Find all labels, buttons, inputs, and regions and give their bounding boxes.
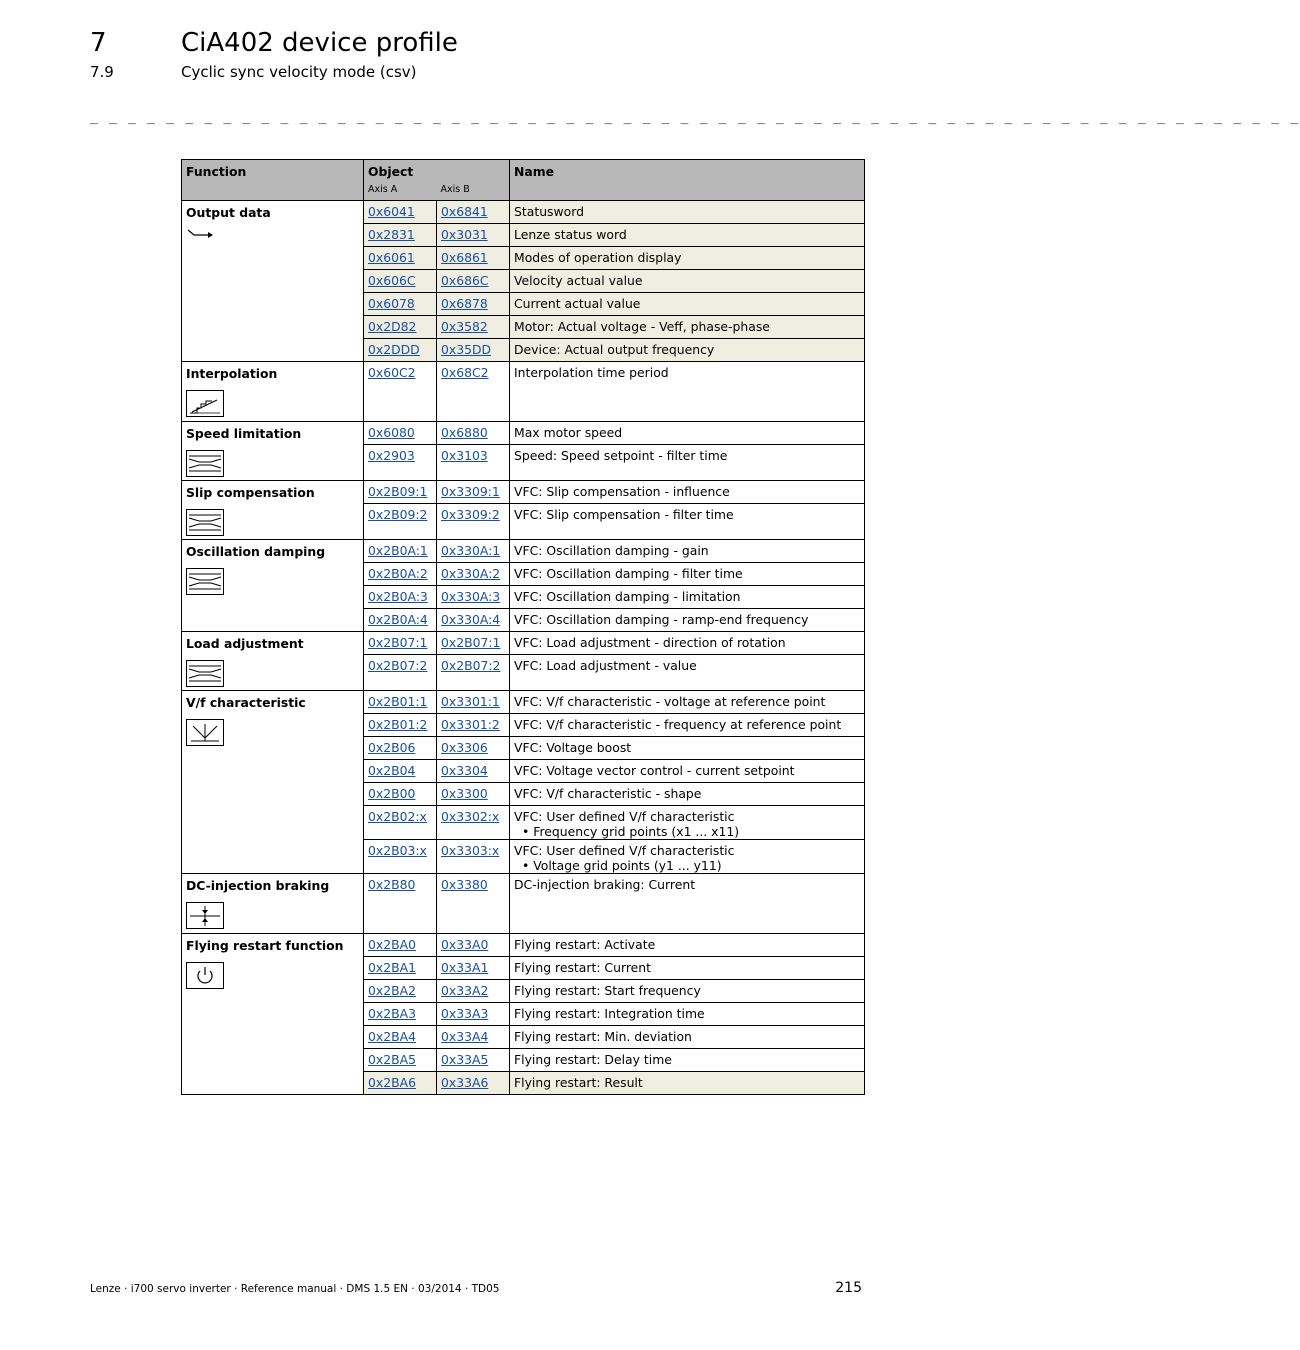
footer-text: Lenze · i700 servo inverter · Reference manual · DMS 1.5 EN · 03/2014 · TD05 [90, 1283, 500, 1295]
object-link[interactable]: 0x2BA5 [368, 1052, 416, 1067]
object-cell-axis-a [364, 540, 437, 563]
parameter-name: Speed: Speed setpoint - filter time [514, 448, 728, 463]
object-link[interactable]: 0x2B07:1 [441, 635, 501, 650]
limiter-icon [186, 660, 224, 687]
object-link[interactable]: 0x6880 [441, 425, 488, 440]
column-header-name: Name [510, 160, 865, 201]
object-link[interactable]: 0x2B01:1 [368, 694, 428, 709]
object-cell-axis-a [364, 316, 437, 339]
parameter-name: VFC: Voltage vector control - current setpoint [514, 763, 795, 778]
parameter-name: Statusword [514, 204, 584, 219]
object-cell-axis-b [437, 783, 510, 806]
object-cell-axis-a [364, 874, 437, 934]
object-cell-axis-b [437, 655, 510, 691]
column-header-axis-a: Axis A [364, 182, 437, 201]
object-link[interactable]: 0x2D82 [368, 319, 417, 334]
object-link[interactable]: 0x33A1 [441, 960, 489, 975]
object-link[interactable]: 0x33A2 [441, 983, 489, 998]
object-link[interactable]: 0x2B0A:3 [368, 589, 428, 604]
object-cell-axis-b [437, 201, 510, 224]
object-link[interactable]: 0x330A:1 [441, 543, 501, 558]
object-cell-axis-a [364, 691, 437, 714]
object-link[interactable]: 0x330A:2 [441, 566, 501, 581]
object-cell-axis-a [364, 783, 437, 806]
object-cell-axis-a [364, 270, 437, 293]
object-cell-axis-b [437, 362, 510, 422]
object-link[interactable]: 0x2B01:2 [368, 717, 428, 732]
object-link[interactable]: 0x2B00 [368, 786, 416, 801]
object-cell-axis-b [437, 481, 510, 504]
object-cell-axis-b [437, 714, 510, 737]
object-cell-axis-a [364, 293, 437, 316]
object-link[interactable]: 0x3582 [441, 319, 488, 334]
function-cell [182, 934, 364, 1095]
object-cell-axis-a [364, 760, 437, 783]
parameter-name: Modes of operation display [514, 250, 682, 265]
parameter-name: Flying restart: Delay time [514, 1052, 672, 1067]
parameter-subitem: • Voltage grid points (y1 ... y11) [522, 858, 722, 873]
name-cell [510, 760, 865, 783]
object-cell-axis-a [364, 609, 437, 632]
page-number: 215 [835, 1280, 862, 1296]
object-link[interactable]: 0x6080 [368, 425, 415, 440]
object-link[interactable]: 0x606C [368, 273, 416, 288]
object-link[interactable]: 0x2B07:2 [368, 658, 428, 673]
function-cell [182, 632, 364, 691]
object-cell-axis-a [364, 481, 437, 504]
object-link[interactable]: 0x2831 [368, 227, 415, 242]
name-cell [510, 1003, 865, 1026]
function-cell [182, 422, 364, 481]
object-link[interactable]: 0x60C2 [368, 365, 416, 380]
object-cell-axis-b [437, 563, 510, 586]
name-cell [510, 445, 865, 481]
parameter-name: VFC: Oscillation damping - gain [514, 543, 709, 558]
parameter-name: VFC: Slip compensation - filter time [514, 507, 734, 522]
object-cell-axis-a [364, 655, 437, 691]
dc-brake-icon [186, 902, 224, 929]
parameter-name: Current actual value [514, 296, 641, 311]
object-cell-axis-a [364, 632, 437, 655]
name-cell [510, 563, 865, 586]
object-cell-axis-b [437, 980, 510, 1003]
function-cell [182, 201, 364, 362]
name-cell [510, 783, 865, 806]
object-link[interactable]: 0x2BA2 [368, 983, 416, 998]
object-cell-axis-a [364, 422, 437, 445]
object-link[interactable]: 0x33A5 [441, 1052, 489, 1067]
parameter-name: VFC: Load adjustment - value [514, 658, 697, 673]
object-cell-axis-a [364, 840, 437, 874]
function-label: Interpolation [186, 366, 278, 381]
object-cell-axis-b [437, 224, 510, 247]
function-cell [182, 691, 364, 874]
object-link[interactable]: 0x686C [441, 273, 489, 288]
object-cell-axis-a [364, 737, 437, 760]
function-label: Load adjustment [186, 636, 304, 651]
object-cell-axis-a [364, 957, 437, 980]
object-link[interactable]: 0x6841 [441, 204, 488, 219]
object-cell-axis-b [437, 609, 510, 632]
parameter-name: Flying restart: Result [514, 1075, 643, 1090]
object-link[interactable]: 0x3309:1 [441, 484, 500, 499]
parameter-name: Max motor speed [514, 425, 623, 440]
table-row [182, 362, 865, 422]
object-link[interactable]: 0x2BA0 [368, 937, 416, 952]
object-link[interactable]: 0x2B06 [368, 740, 416, 755]
chapter-number: 7 [90, 28, 107, 58]
object-cell-axis-a [364, 1003, 437, 1026]
limiter-icon [186, 450, 224, 477]
object-cell-axis-b [437, 293, 510, 316]
name-cell [510, 632, 865, 655]
parameter-name: VFC: Oscillation damping - limitation [514, 589, 741, 604]
name-cell [510, 247, 865, 270]
restart-icon [186, 962, 224, 989]
object-cell-axis-b [437, 339, 510, 362]
name-cell [510, 934, 865, 957]
object-cell-axis-b [437, 1072, 510, 1095]
object-link[interactable]: 0x2BA1 [368, 960, 416, 975]
function-label: Slip compensation [186, 485, 315, 500]
object-link[interactable]: 0x3302:x [441, 809, 500, 824]
object-link[interactable]: 0x2B80 [368, 877, 416, 892]
name-cell [510, 201, 865, 224]
object-link[interactable]: 0x3304 [441, 763, 488, 778]
parameter-name: DC-injection braking: Current [514, 877, 696, 892]
name-cell [510, 957, 865, 980]
parameter-name: VFC: Oscillation damping - ramp-end frequency [514, 612, 809, 627]
table-row [182, 632, 865, 655]
object-cell-axis-a [364, 563, 437, 586]
parameter-name: VFC: Load adjustment - direction of rotation [514, 635, 786, 650]
object-link[interactable]: 0x6861 [441, 250, 488, 265]
object-link[interactable]: 0x33A0 [441, 937, 489, 952]
name-cell [510, 293, 865, 316]
name-cell [510, 1026, 865, 1049]
object-link[interactable]: 0x2B09:2 [368, 507, 428, 522]
arrow-right-icon [186, 228, 359, 243]
object-cell-axis-b [437, 247, 510, 270]
function-label: Oscillation damping [186, 544, 326, 559]
name-cell [510, 481, 865, 504]
parameter-name: VFC: V/f characteristic - voltage at reference point [514, 694, 826, 709]
object-link[interactable]: 0x330A:4 [441, 612, 501, 627]
object-cell-axis-a [364, 504, 437, 540]
object-cell-axis-a [364, 1026, 437, 1049]
object-cell-axis-b [437, 840, 510, 874]
object-link[interactable]: 0x2903 [368, 448, 415, 463]
name-cell [510, 270, 865, 293]
object-cell-axis-a [364, 980, 437, 1003]
name-cell [510, 655, 865, 691]
object-link[interactable]: 0x33A3 [441, 1006, 489, 1021]
object-cell-axis-a [364, 934, 437, 957]
parameter-name: Velocity actual value [514, 273, 643, 288]
object-cell-axis-b [437, 1026, 510, 1049]
object-link[interactable]: 0x6061 [368, 250, 415, 265]
object-cell-axis-b [437, 737, 510, 760]
object-link[interactable]: 0x2BA3 [368, 1006, 416, 1021]
object-link[interactable]: 0x2BA4 [368, 1029, 416, 1044]
name-cell [510, 714, 865, 737]
object-cell-axis-b [437, 540, 510, 563]
object-link[interactable]: 0x68C2 [441, 365, 489, 380]
parameter-name: VFC: User defined V/f characteristic [514, 809, 735, 824]
object-link[interactable]: 0x3301:2 [441, 717, 500, 732]
object-link[interactable]: 0x3031 [441, 227, 488, 242]
column-header-function: Function [182, 160, 364, 201]
table-row [182, 540, 865, 563]
object-cell-axis-b [437, 445, 510, 481]
object-link[interactable]: 0x6878 [441, 296, 488, 311]
name-cell [510, 609, 865, 632]
parameter-name: VFC: Voltage boost [514, 740, 632, 755]
vf-curve-icon [186, 719, 224, 746]
object-cell-axis-a [364, 339, 437, 362]
object-link[interactable]: 0x33A6 [441, 1075, 489, 1090]
function-cell [182, 481, 364, 540]
object-cell-axis-b [437, 691, 510, 714]
section-number: 7.9 [90, 63, 114, 81]
table-row [182, 201, 865, 224]
function-cell [182, 362, 364, 422]
object-cell-axis-a [364, 247, 437, 270]
object-link[interactable]: 0x2B07:2 [441, 658, 501, 673]
object-link[interactable]: 0x33A4 [441, 1029, 489, 1044]
name-cell [510, 224, 865, 247]
object-link[interactable]: 0x330A:3 [441, 589, 501, 604]
name-cell [510, 339, 865, 362]
object-cell-axis-b [437, 1049, 510, 1072]
name-cell [510, 316, 865, 339]
object-cell-axis-b [437, 957, 510, 980]
parameter-name: Flying restart: Start frequency [514, 983, 701, 998]
function-label: Speed limitation [186, 426, 302, 441]
object-cell-axis-b [437, 270, 510, 293]
function-label: V/f characteristic [186, 695, 306, 710]
section-title: Cyclic sync velocity mode (csv) [181, 63, 417, 81]
object-cell-axis-b [437, 504, 510, 540]
name-cell [510, 691, 865, 714]
object-cell-axis-a [364, 806, 437, 840]
name-cell [510, 874, 865, 934]
parameter-name: Flying restart: Current [514, 960, 651, 975]
object-cell-axis-b [437, 632, 510, 655]
function-label: Output data [186, 205, 271, 220]
object-link[interactable]: 0x3300 [441, 786, 488, 801]
parameter-name: Flying restart: Min. deviation [514, 1029, 692, 1044]
object-link[interactable]: 0x2BA6 [368, 1075, 416, 1090]
parameter-subitem: • Frequency grid points (x1 ... x11) [522, 824, 740, 839]
column-header-axis-b: Axis B [437, 182, 510, 201]
parameter-name: VFC: Oscillation damping - filter time [514, 566, 743, 581]
chapter-title: CiA402 device profile [181, 28, 458, 58]
object-cell-axis-b [437, 806, 510, 840]
object-link[interactable]: 0x6078 [368, 296, 415, 311]
object-link[interactable]: 0x2B0A:2 [368, 566, 428, 581]
object-link[interactable]: 0x2B04 [368, 763, 416, 778]
object-cell-axis-b [437, 316, 510, 339]
column-header-object: Object [364, 160, 510, 183]
object-cell-axis-a [364, 714, 437, 737]
object-link[interactable]: 0x3103 [441, 448, 488, 463]
object-cell-axis-b [437, 586, 510, 609]
table-row [182, 691, 865, 714]
parameter-name: Interpolation time period [514, 365, 669, 380]
object-link[interactable]: 0x2DDD [368, 342, 420, 357]
name-cell [510, 980, 865, 1003]
parameter-name: VFC: User defined V/f characteristic [514, 843, 735, 858]
parameter-name: Lenze status word [514, 227, 627, 242]
object-cell-axis-a [364, 1072, 437, 1095]
table-row [182, 874, 865, 934]
parameter-name: VFC: V/f characteristic - shape [514, 786, 702, 801]
object-link[interactable]: 0x6041 [368, 204, 415, 219]
name-cell [510, 504, 865, 540]
parameter-name: Flying restart: Integration time [514, 1006, 705, 1021]
object-cell-axis-a [364, 586, 437, 609]
object-link[interactable]: 0x3303:x [441, 843, 500, 858]
object-link[interactable]: 0x35DD [441, 342, 492, 357]
object-cell-axis-b [437, 422, 510, 445]
name-cell [510, 840, 865, 874]
object-link[interactable]: 0x3301:1 [441, 694, 500, 709]
limiter-icon [186, 509, 224, 536]
object-cell-axis-b [437, 934, 510, 957]
header-divider: _ _ _ _ _ _ _ _ _ _ _ _ _ _ _ _ _ _ _ _ _ _ _ _ _ _ _ _ _ _ _ _ _ _ _ _ _ _ _ _ _ _ _ _ _ _ _ _ _ _ _ _ _ _ _ _ _ _ _ _ _ _ _ _ [90, 110, 1300, 125]
name-cell [510, 1072, 865, 1095]
object-link[interactable]: 0x3306 [441, 740, 488, 755]
parameter-name: Motor: Actual voltage - Veff, phase-phase [514, 319, 770, 334]
object-link[interactable]: 0x2B03:x [368, 843, 427, 858]
ramp-icon [186, 390, 224, 417]
limiter-icon [186, 568, 224, 595]
object-cell-axis-b [437, 760, 510, 783]
object-cell-axis-a [364, 362, 437, 422]
object-link[interactable]: 0x3380 [441, 877, 488, 892]
table-row [182, 422, 865, 445]
object-link[interactable]: 0x2B02:x [368, 809, 427, 824]
object-link[interactable]: 0x2B0A:4 [368, 612, 428, 627]
function-cell [182, 874, 364, 934]
name-cell [510, 806, 865, 840]
object-cell-axis-b [437, 1003, 510, 1026]
object-cell-axis-a [364, 1049, 437, 1072]
object-cell-axis-a [364, 445, 437, 481]
name-cell [510, 540, 865, 563]
function-cell [182, 540, 364, 632]
name-cell [510, 586, 865, 609]
name-cell [510, 737, 865, 760]
parameter-name: Flying restart: Activate [514, 937, 656, 952]
object-link[interactable]: 0x2B0A:1 [368, 543, 428, 558]
table-row [182, 481, 865, 504]
name-cell [510, 1049, 865, 1072]
object-cell-axis-b [437, 874, 510, 934]
parameter-name: Device: Actual output frequency [514, 342, 715, 357]
parameter-name: VFC: Slip compensation - influence [514, 484, 730, 499]
object-cell-axis-a [364, 224, 437, 247]
object-link[interactable]: 0x2B07:1 [368, 635, 428, 650]
function-label: DC-injection braking [186, 878, 330, 893]
name-cell [510, 362, 865, 422]
object-link[interactable]: 0x2B09:1 [368, 484, 428, 499]
table-row [182, 934, 865, 957]
name-cell [510, 422, 865, 445]
object-cell-axis-a [364, 201, 437, 224]
parameter-name: VFC: V/f characteristic - frequency at reference point [514, 717, 842, 732]
object-link[interactable]: 0x3309:2 [441, 507, 500, 522]
parameter-table [181, 159, 865, 1095]
function-label: Flying restart function [186, 938, 344, 953]
